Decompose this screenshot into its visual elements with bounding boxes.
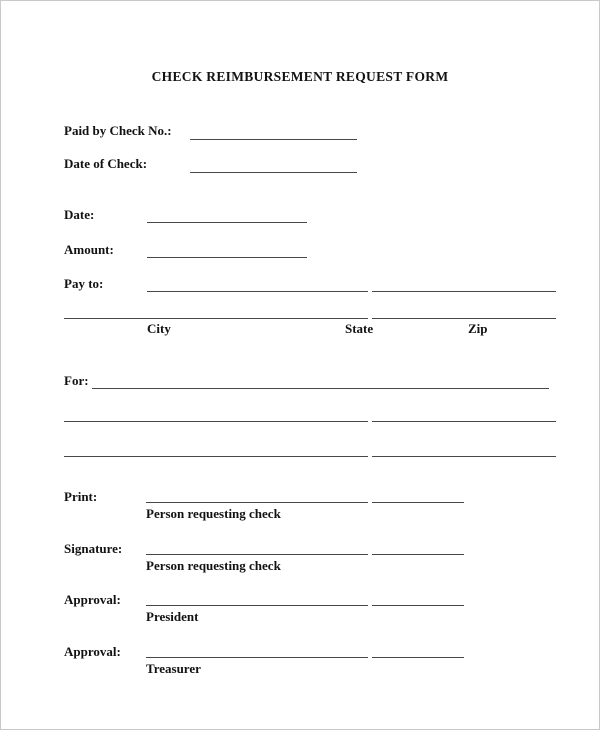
for-continuation-line-1-right[interactable] (372, 421, 556, 422)
date-of-check-blank-line[interactable] (190, 172, 357, 173)
date-blank-line[interactable] (147, 222, 307, 223)
for-blank-line[interactable] (92, 388, 549, 389)
approval-treasurer-label: Approval: (64, 644, 121, 659)
approval-treasurer-sublabel: Treasurer (146, 661, 201, 676)
approval-president-sublabel: President (146, 609, 199, 624)
signature-blank-line-right[interactable] (372, 554, 464, 555)
form-title: CHECK REIMBURSEMENT REQUEST FORM (151, 69, 449, 84)
print-sublabel: Person requesting check (146, 506, 281, 521)
amount-blank-line[interactable] (147, 257, 307, 258)
city-label: City (147, 321, 171, 336)
pay-to-blank-line-left[interactable] (147, 291, 368, 292)
state-label: State (345, 321, 374, 336)
print-label: Print: (64, 489, 98, 504)
signature-label: Signature: (64, 541, 123, 556)
approval-president-label: Approval: (64, 592, 121, 607)
pay-to-blank-line-right[interactable] (372, 291, 556, 292)
for-continuation-line-1-left[interactable] (64, 421, 368, 422)
city-state-blank-line-left[interactable] (64, 318, 368, 319)
print-blank-line-right[interactable] (372, 502, 464, 503)
city-state-blank-line-right[interactable] (372, 318, 556, 319)
paid-by-check-no-label: Paid by Check No.: (64, 123, 172, 138)
pay-to-label: Pay to: (64, 276, 104, 291)
for-label: For: (64, 373, 89, 388)
approval-treasurer-blank-line-right[interactable] (372, 657, 464, 658)
date-of-check-label: Date of Check: (64, 156, 148, 171)
zip-label: Zip (468, 321, 488, 336)
approval-treasurer-blank-line-left[interactable] (146, 657, 368, 658)
approval-president-blank-line-right[interactable] (372, 605, 464, 606)
date-label: Date: (64, 207, 95, 222)
for-continuation-line-2-left[interactable] (64, 456, 368, 457)
amount-label: Amount: (64, 242, 114, 257)
print-blank-line-left[interactable] (146, 502, 368, 503)
signature-sublabel: Person requesting check (146, 558, 281, 573)
approval-president-blank-line-left[interactable] (146, 605, 368, 606)
signature-blank-line-left[interactable] (146, 554, 368, 555)
paid-by-check-no-blank-line[interactable] (190, 139, 357, 140)
for-continuation-line-2-right[interactable] (372, 456, 556, 457)
